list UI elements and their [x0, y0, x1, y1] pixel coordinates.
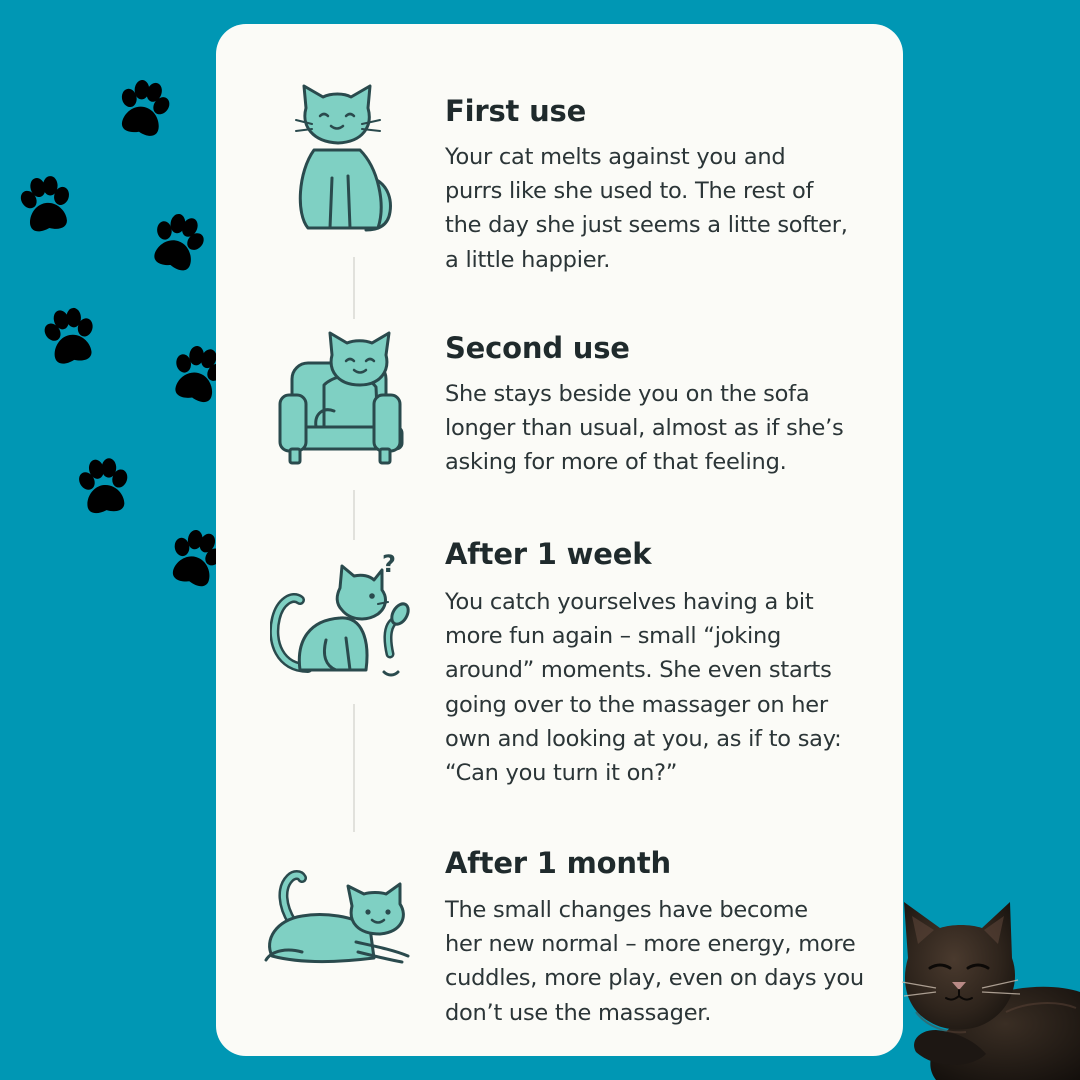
sleeping-black-cat-photo — [896, 892, 1080, 1080]
section-title: After 1 month — [445, 846, 671, 880]
paw-print-icon — [33, 299, 107, 373]
timeline-divider — [353, 704, 355, 832]
sitting-cat-icon — [288, 84, 408, 236]
section-description: Your cat melts against you and purrs like she used to. The rest of the day she just seems a litte softer, a little happier. — [445, 144, 848, 273]
paw-print-icon — [10, 168, 82, 240]
curious-cat-with-massager-icon — [270, 544, 414, 680]
section-title: After 1 week — [445, 537, 652, 571]
section-description: She stays beside you on the sofa longer than usual, almost as if she’s asking for more of that feeling. — [445, 381, 844, 476]
paw-print-icon — [69, 451, 139, 521]
paw-print-icon — [106, 70, 182, 146]
section-title: First use — [445, 94, 587, 128]
section-description: The small changes have become her new normal – more energy, more cuddles, more play, even on days you don’t use the massager. — [445, 897, 864, 1026]
timeline-divider — [353, 490, 355, 540]
svg-text:?: ? — [382, 550, 396, 578]
cat-on-armchair-icon — [276, 327, 406, 467]
section-description: You catch yourselves having a bit more fun again – small “joking around” moments. She even starts going over to the massager on her own and looking at you, as if to say: “Can you turn it on?” — [445, 589, 842, 787]
timeline-divider — [353, 257, 355, 319]
section-title: Second use — [445, 331, 630, 365]
paw-print-icon — [138, 202, 219, 283]
timeline-card — [216, 24, 903, 1056]
lying-cat-icon — [262, 870, 414, 970]
